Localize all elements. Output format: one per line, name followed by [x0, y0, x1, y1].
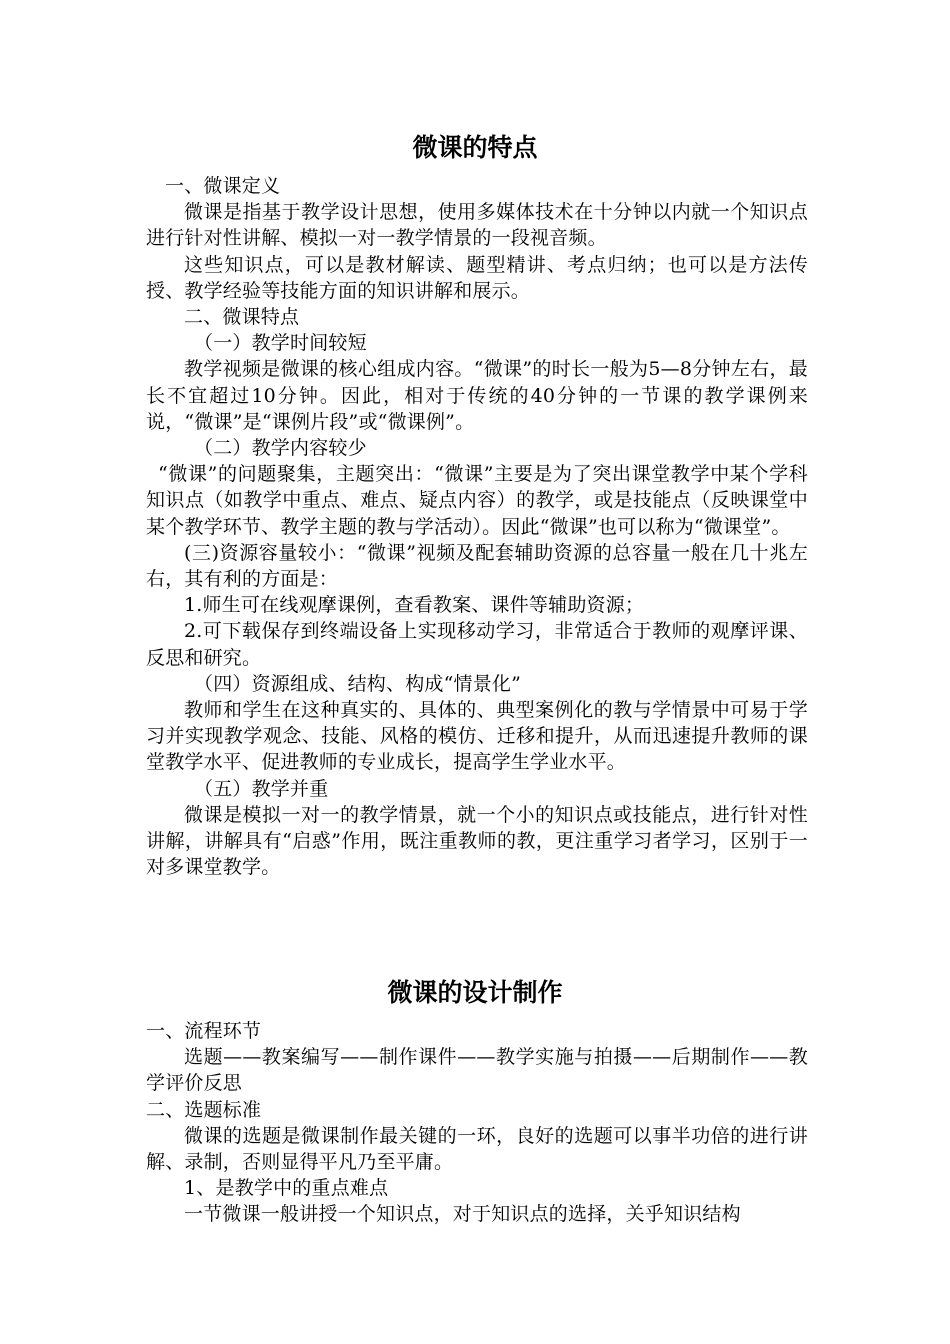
subheading: 1、是教学中的重点难点 — [184, 1177, 389, 1200]
paragraph: 微课是指基于教学设计思想，使用多媒体技术在十分钟以内就一个知识点进行针对性讲解、模拟一对一教学情景的一段视音频。 — [146, 201, 808, 250]
paragraph: 教师和学生在这种真实的、具体的、典型案例化的教与学情景中可易于学习并实现教学观念、技能、风格的模仿、迁移和提升，从而迅速提升教师的课堂教学水平、促进教师的专业成长，提高学生学业水平。 — [146, 699, 808, 774]
heading-definition: 一、微课定义 — [165, 175, 281, 197]
paragraph: 教学视频是微课的核心组成内容。“微课”的时长一般为5—8分钟左右，最长不宜超过10分钟。因此，相对于传统的40分钟的一节课的教学课例来说，“微课”是“课例片段”或“微课例”。 — [146, 358, 808, 433]
subheading: （五）教学并重 — [194, 777, 329, 800]
list-item: 1.师生可在线观摩课例，查看教案、课件等辅助资源； — [184, 594, 645, 617]
paragraph: 这些知识点，可以是教材解读、题型精讲、考点归纳；也可以是方法传授、教学经验等技能方面的知识讲解和展示。 — [146, 253, 808, 302]
paragraph: 微课是模拟一对一的教学情景，就一个小的知识点或技能点，进行针对性讲解，讲解具有“启惑”作用，既注重教师的教，更注重学习者学习，区别于一对多课堂教学。 — [146, 803, 808, 879]
paragraph: “微课”的问题聚集，主题突出：“微课”主要是为了突出课堂教学中某个学科知识点（如教学中重点、难点、疑点内容）的教学，或是技能点（反映课堂中某个教学环节、教学主题的教与学活动）。因此“微课”也可以称为“微课堂”。 — [146, 463, 808, 538]
paragraph: 选题——教案编写——制作课件——教学实施与拍摄——后期制作——教学评价反思 — [146, 1046, 808, 1095]
section-body-design — [146, 1018, 808, 1228]
heading-process: 一、流程环节 — [146, 1020, 262, 1042]
subheading: （二）教学内容较少 — [194, 437, 367, 460]
section-title-design: 微课的设计制作 — [387, 978, 563, 1007]
subheading: （一）教学时间较短 — [194, 332, 367, 355]
paragraph: 微课的选题是微课制作最关键的一环，良好的选题可以事半功倍的进行讲解、录制，否则显得平凡乃至平庸。 — [146, 1124, 808, 1174]
subheading: （四）资源组成、结构、构成“情景化” — [194, 672, 522, 695]
list-item: 2.可下载保存到终端设备上实现移动学习，非常适合于教师的观摩评课、反思和研究。 — [146, 620, 808, 669]
paragraph: 一节微课一般讲授一个知识点，对于知识点的选择，关乎知识结构 — [184, 1203, 741, 1226]
section-title-features: 微课的特点 — [412, 133, 538, 162]
heading-characteristics: 二、微课特点 — [184, 306, 300, 329]
paragraph: (三)资源容量较小：“微课”视频及配套辅助资源的总容量一般在几十兆左右，其有利的方面是： — [146, 541, 808, 591]
section-body-features — [146, 173, 808, 880]
heading-topic-standard: 二、选题标准 — [146, 1098, 262, 1121]
